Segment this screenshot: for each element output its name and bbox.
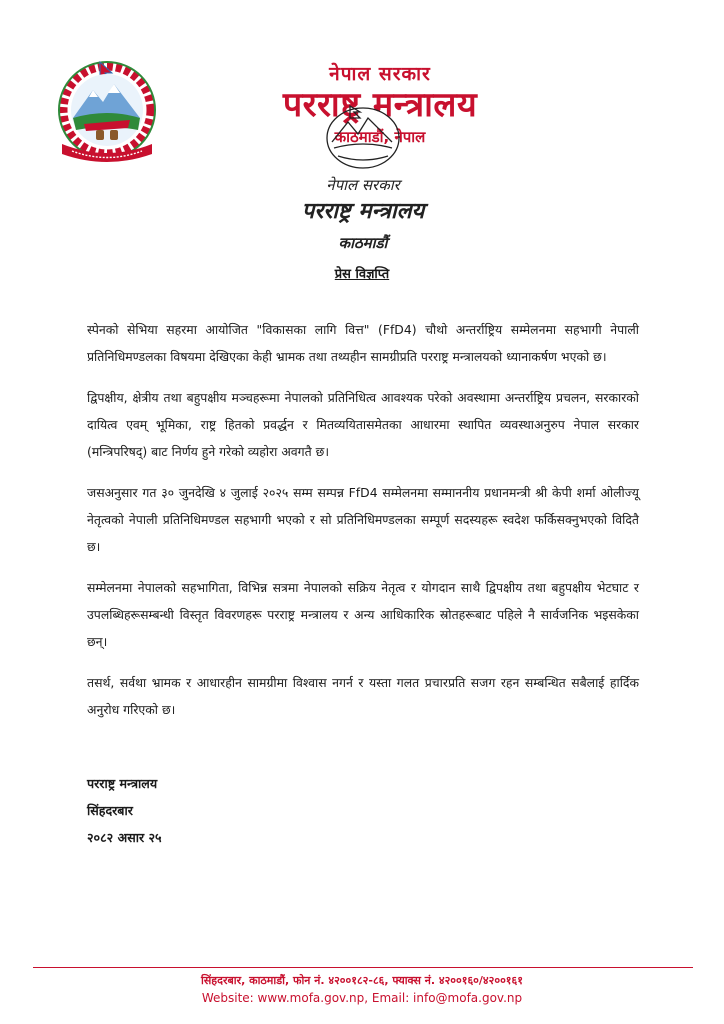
signature-place: सिंहदरबार xyxy=(87,803,133,818)
nepal-coat-of-arms-icon xyxy=(48,58,166,168)
footer-web: Website: www.mofa.gov.np, Email: info@mofa.gov.np xyxy=(201,991,523,1005)
stamp-line-3: काठमाडौं xyxy=(338,234,388,252)
ministry-name: परराष्ट्र मन्त्रालय xyxy=(282,85,478,125)
ministry-stamp-icon xyxy=(268,98,458,263)
paragraph-4: सम्मेलनमा नेपालको सहभागिता, विभिन्न सत्रमा नेपालको सक्रिय नेतृत्व र योगदान साथै द्विपक्षीय तथा बहुपक्षीय भेटघाट र उपलब्धिहरूसम्बन्धी विस्तृत विवरणहरू परराष्ट्र मन्त्रालय र अन्य आधिकारिक स्रोतहरूबाट पहिले नै सार्वजनिक भइसकेका छन्। xyxy=(87,580,639,649)
stamp-line-2: परराष्ट्र मन्त्रालय xyxy=(301,199,425,224)
signature-block xyxy=(87,770,162,851)
government-name: नेपाल सरकार xyxy=(329,63,431,85)
paragraph-3: जसअनुसार गत ३० जुनदेखि ४ जुलाई २०२५ सम्म सम्पन्न FfD4 सम्मेलनमा सम्माननीय प्रधानमन्त्री श्री केपी शर्मा ओलीज्यू नेतृत्वको नेपाली प्रतिनिधिमण्डल सहभागी भएको र सो प्रतिनिधिमण्डलका सम्पूर्ण सदस्यहरू स्वदेश फर्किसक्नुभएको विदितै छ। xyxy=(87,485,639,554)
footer-divider xyxy=(33,967,693,968)
footer-contact: सिंहदरबार, काठमाडौं, फोन नं. ४२००१८२-८६, फ्याक्स नं. ४२००१६०/४२००१६१ xyxy=(201,974,523,987)
stamp-line-1: नेपाल सरकार xyxy=(326,176,400,194)
paragraph-1: स्पेनको सेभिया सहरमा आयोजित "विकासका लागि वित्त" (FfD4) चौथो अन्तर्राष्ट्रिय सम्मेलनमा सहभागी नेपाली प्रतिनिधिमण्डलका विषयमा देखिएका केही भ्रामक तथा तथ्यहीन सामग्रीप्रति परराष्ट्र मन्त्रालयको ध्यानाकर्षण भएको छ। xyxy=(87,322,639,364)
paragraph-5: तसर्थ, सर्वथा भ्रामक र आधारहीन सामग्रीमा विश्वास नगर्न र यस्ता गलत प्रचारप्रति सजग रहन सम्बन्धित सबैलाई हार्दिक अनुरोध गरिएको छ। xyxy=(87,675,639,717)
city-name: काठमाडौं, नेपाल xyxy=(334,128,426,147)
press-release-title: प्रेस विज्ञप्ति xyxy=(334,267,390,282)
signature-date: २०८२ असार २५ xyxy=(87,830,162,845)
press-release-body xyxy=(87,316,639,737)
paragraph-2: द्विपक्षीय, क्षेत्रीय तथा बहुपक्षीय मञ्चहरूमा नेपालको प्रतिनिधित्व आवश्यक परेको अवस्थामा अन्तर्राष्ट्रिय प्रचलन, सरकारको दायित्व एवम् भूमिका, राष्ट्र हितको प्रवर्द्धन र मितव्ययितासमेतका आधारमा स्थापित व्यवस्थाअनुरुप नेपाल सरकार (मन्त्रिपरिषद्) बाट निर्णय हुने गरेको व्यहोरा अवगतै छ। xyxy=(87,390,639,459)
signature-office: परराष्ट्र मन्त्रालय xyxy=(87,776,158,791)
